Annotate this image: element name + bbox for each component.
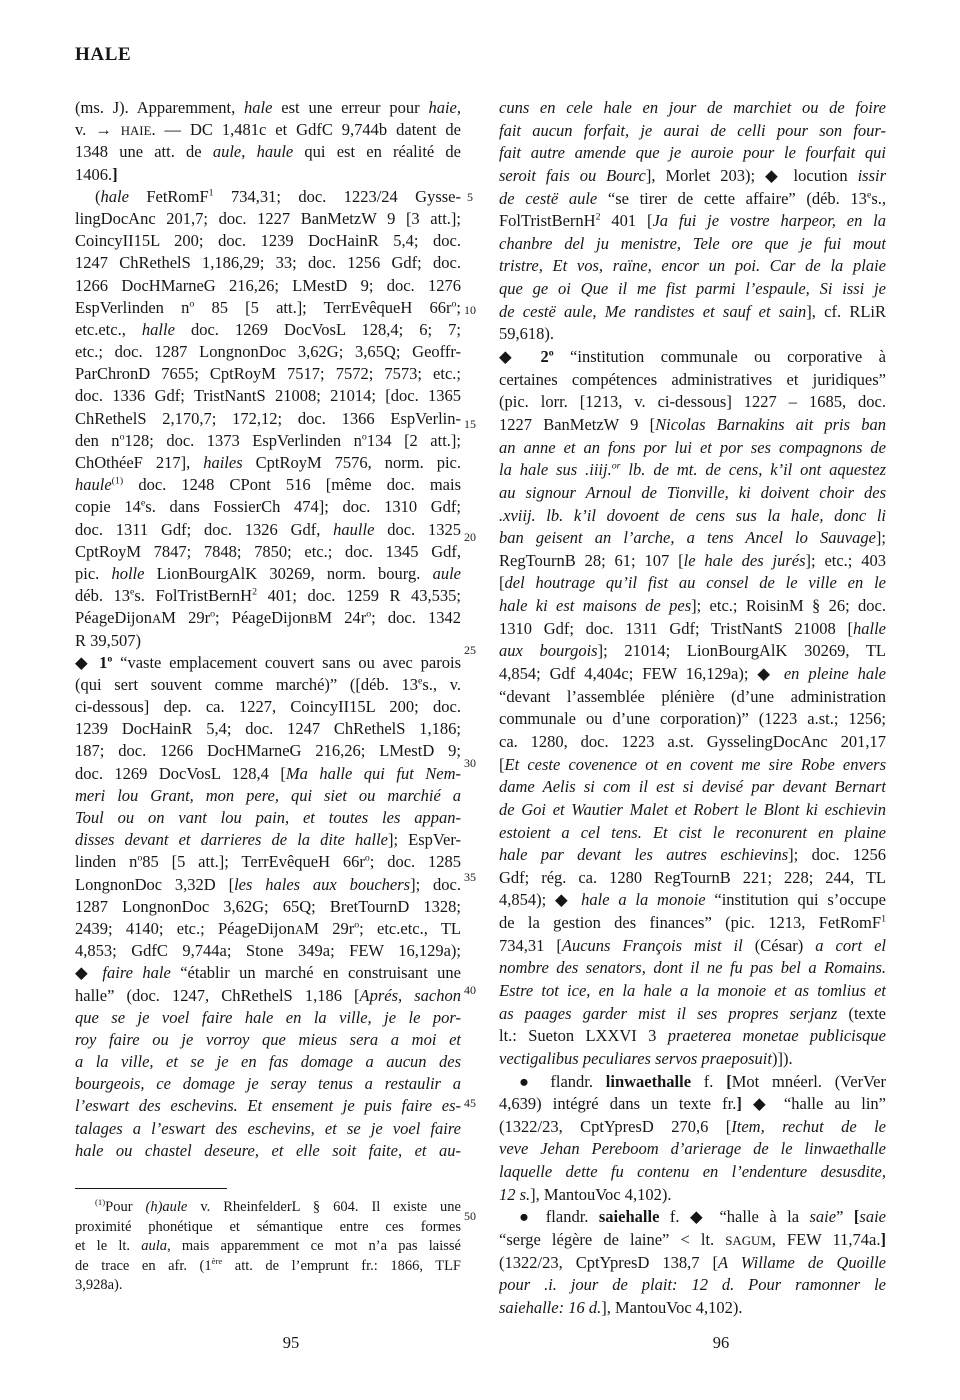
- text-line: copie 14es. dans FossierCh 474]; doc. 1310 Gdf;: [75, 497, 461, 517]
- text-line: (hale FetRomF$^1$ 734,31; doc. 1223/24 Gysse-: [95, 186, 461, 206]
- text-line: meri lou Grant, mon pere, qui siet ou marchié a: [75, 785, 461, 805]
- text-line: cuns en cele hale en jour de marchiet ou de foire: [499, 98, 886, 117]
- line-number: 35: [464, 869, 476, 884]
- text-line: disses devant et darrieres de la dite halle]; EspVer-: [75, 830, 461, 850]
- text-line: CptRoyM 7847; 7848; 7850; etc.; doc. 1345 Gdf,: [75, 541, 461, 561]
- line-number: 10: [464, 303, 476, 318]
- text-line: 4,854; Gdf 4,404c; FEW 16,129a); ◆ en pleine hale: [499, 664, 886, 684]
- text-line: laquelle dette fu contenu en l’endenture desusdite,: [499, 1162, 886, 1182]
- text-line: den $n^o128$; doc. 1373 EspVerlinden $n^o134$ [2 att.];: [75, 430, 461, 450]
- text-line: 4,639) intégré dans un texte fr.] ◆ “halle au lin”: [499, 1094, 886, 1114]
- text-line: hale par devant les autres eschievins]; doc. 1256: [499, 845, 886, 865]
- page-number-right: 96: [712, 1333, 730, 1352]
- text-line: (ms. J). Apparemment, hale est une erreur pour haie,: [75, 98, 461, 117]
- footnote: [75, 1198, 461, 1296]
- text-line: roy faire ou je vorroy que mieus sera a moi et: [75, 1029, 461, 1049]
- text-line: 187; doc. 1266 DocHMarneG 216,26; LMestD 9;: [75, 741, 461, 761]
- text-line: veve Jehan Pereboom d’arierage de le linwaethalle: [499, 1139, 886, 1159]
- text-line: ◆ 2$^o$ “institution communale ou corporative à: [499, 347, 886, 367]
- line-number: 40: [464, 982, 476, 997]
- text-line: pic. holle LionBourgAlK 30269, norm. bourg. aule: [75, 563, 461, 583]
- text-line: aux bourgois]; 21014; LionBourgAlK 30269, TL: [499, 641, 886, 661]
- text-line: (1322/23, CptYpresD 138,7 [A Willame de Quoille: [499, 1252, 886, 1272]
- line-number-gutter: [455, 0, 485, 1400]
- text-line: doc. 1269 DocVosL 128,4 [Ma halle qui fut Nem-: [75, 763, 461, 783]
- text-line: hale ki est maisons de pes]; etc.; RoisinM § 26; doc.: [499, 596, 886, 616]
- text-line: estoient a cel tens. Et cist le reconurent en plaine: [499, 822, 886, 842]
- text-line: $^{(1)}$Pour (h)aule v. RheinfelderL § 604. Il existe une: [95, 1198, 461, 1215]
- text-line: que se je voel faire hale en la ville, je le por-: [75, 1007, 461, 1027]
- text-line: 734,31 [Aucuns François mist il (César) a cort el: [499, 935, 886, 955]
- text-line: 3,928a).: [75, 1277, 123, 1294]
- text-line: lingDocAnc 201,7; doc. 1227 BanMetzW 9 [3 att.];: [75, 208, 461, 228]
- text-line: lt.: Sueton LXXVI 3 praeterea monetae publicisque: [499, 1026, 886, 1046]
- text-line: 1348 une att. de aule, haule qui est en réalité de: [75, 142, 461, 162]
- text-line: ParChronD 7655; CptRoyM 7517; 7572; 7573; etc.;: [75, 364, 461, 384]
- text-line: nombre des senators, dont il ne fu pas bel a Romains.: [499, 958, 886, 978]
- text-line: halle” (doc. 1247, ChRethelS 1,186 [Aprés, sachon: [75, 985, 461, 1005]
- text-line: etc.etc., halle doc. 1269 DocVosL 128,4; 6; 7;: [75, 319, 461, 339]
- text-line: a la ville, et se je en fas domage a aucun des: [75, 1052, 461, 1072]
- text-line: ◆ faire hale “établir un marché en construisant une: [75, 963, 461, 983]
- text-line: [del houtrage qu’il fist au consel de le ville en le: [499, 573, 886, 593]
- page-headword: HALE: [75, 44, 132, 65]
- text-line: ban geisent an l’arche, a tens Ancel lo Sauvage];: [499, 528, 886, 548]
- text-line: R 39,507): [75, 630, 141, 650]
- line-number: 45: [464, 1096, 476, 1111]
- text-line: as paages garder mist il ses propres serjanz (texte: [499, 1003, 886, 1023]
- text-line: talages a l’eswart des eschevins, et se je voel faire: [75, 1118, 461, 1138]
- text-line: saiehalle: 16 d.], MantouVoc 4,102).: [499, 1297, 743, 1317]
- text-line: haule$^{(1)}$ doc. 1248 CPont 516 [même doc. mais: [75, 475, 461, 495]
- text-line: doc. 1336 Gdf; TristNantS 21008; 21014; [doc. 1365: [75, 386, 461, 406]
- footnote-rule: [75, 1188, 227, 1189]
- text-line: ChRethelS 2,170,7; 172,12; doc. 1366 EspVerlin-: [75, 408, 461, 428]
- text-line: .xviij. lb. k’il dovoent de cens sus la hale, donc li: [499, 505, 886, 525]
- text-line: 1227 BanMetzW 9 [Nicolas Barnakins ait pris ban: [499, 414, 886, 434]
- text-line: ci-dessous] dep. ca. 1227, CoincyII15L 200; doc.: [75, 697, 461, 717]
- text-line: communale ou d’une corporation)” (1223 a.st.; 1256;: [499, 709, 886, 729]
- text-line: 1406.]: [75, 164, 118, 184]
- text-line: de cestë aule “se tirer de cette affaire” (déb. 13es.,: [499, 188, 886, 208]
- text-line: au signour Arnoul de Tionville, ki doivent choir des: [499, 482, 886, 502]
- text-line: que ge oi Que il me fist parmi l’espaule, Si issi je: [499, 279, 886, 299]
- text-line: 1239 DocHainR 5,4; doc. 1247 ChRethelS 1,186;: [75, 719, 461, 739]
- text-line: de la gestion des finances” (pic. 1213, FetRomF$^1$: [499, 913, 886, 933]
- text-line: pour .i. jour de plait: 12 d. Pour ramonner le: [499, 1275, 886, 1295]
- text-line: 2439; 4140; etc.; PéageDijonAM $29r^o$; etc.etc., TL: [75, 918, 461, 938]
- text-line: 12 s.], MantouVoc 4,102).: [499, 1184, 672, 1204]
- text-line: (1322/23, CptYpresD 270,6 [Item, rechut de le: [499, 1116, 886, 1136]
- text-line: “devant l’assemblée plénière (d’une administration: [499, 686, 886, 706]
- text-line: ChOthéeF 217], hailes CptRoyM 7576, norm. pic.: [75, 453, 461, 472]
- text-line: v. → HAIE. — DC 1,481c et GdfC 9,744b datent de: [75, 120, 461, 140]
- text-line: bourgeois, ce domage je seray tenus a restaulir a: [75, 1074, 461, 1094]
- text-line: seroit fais ou Bourc], Morlet 203); ◆ locution issir: [499, 165, 886, 185]
- text-line: fait aucun forfait, je aurai de celli pour son four-: [499, 120, 886, 140]
- text-line: 4,854); ◆ hale a la monoie “institution qui s’occupe: [499, 890, 886, 910]
- text-line: l’eswart des eschevins. Et ensement je puis faire es-: [75, 1096, 461, 1116]
- text-line: de trace en afr. (1ère att. de l’emprunt fr.: 1866, TLF: [75, 1256, 461, 1274]
- text-line: ca. 1280, doc. 1223 a.st. GysselingDocAnc 201,17: [499, 731, 886, 751]
- text-line: Gdf; rég. ca. 1280 RegTournB 221; 228; 244, TL: [499, 867, 886, 887]
- text-line: an anne et an fons por lui et por ses compagnons de: [499, 437, 886, 457]
- left-column: [75, 97, 461, 1162]
- text-line: ◆ 1$^o$ “vaste emplacement couvert sans ou avec parois: [75, 652, 461, 672]
- text-line: Estre tot ice, en la hale a la monoie et as tomlius et: [499, 980, 886, 1000]
- text-line: et le lt. aula, mais apparemment ce mot n’a pas laissé: [75, 1238, 461, 1255]
- text-line: etc.; doc. 1287 LongnonDoc 3,62G; 3,65Q; Geoffr-: [75, 342, 461, 362]
- text-line: 1287 LongnonDoc 3,62G; 65Q; BretTournD 1328;: [75, 896, 461, 916]
- text-line: certaines compétences administratives et juridiques”: [499, 369, 886, 389]
- text-line: 1247 ChRethelS 1,186,29; 33; doc. 1256 Gdf; doc.: [75, 253, 461, 273]
- text-line: EspVerlinden $n^o$ 85 [5 att.]; TerrEvêqueH $66r^o$;: [75, 297, 461, 317]
- text-line: linden $n^o85$ [5 att.]; TerrEvêqueH $66r^o$; doc. 1285: [75, 852, 461, 872]
- text-line: [Et ceste covenence ot en covent me sire Robe envers: [499, 754, 886, 774]
- line-number: 15: [464, 416, 476, 431]
- text-line: dame Aelis si com il est si devisé par devant Bernart: [499, 777, 886, 797]
- text-line: 59,618).: [499, 324, 554, 344]
- text-line: RegTournB 28; 61; 107 [le hale des jurés]; etc.; 403: [499, 550, 886, 570]
- text-line: hale ou chastel deseure, et elle soit faite, et au-: [75, 1140, 461, 1160]
- text-line: 1266 DocHMarneG 216,26; LMestD 9; doc. 1276: [75, 275, 461, 295]
- page-number-left: 95: [282, 1333, 300, 1352]
- text-line: proximité phonétique et sémantique entre ces formes: [75, 1218, 461, 1235]
- text-line: doc. 1311 Gdf; doc. 1326 Gdf, haulle doc. 1325: [75, 519, 461, 539]
- line-number: 50: [464, 1209, 476, 1224]
- text-line: chanbre del ju menistre, Tele ore que je fui mout: [499, 233, 886, 253]
- text-line: (pic. lorr. [1213, v. ci-dessous] 1227 – 1685, doc.: [499, 392, 886, 412]
- text-line: “serge légère de laine” < lt. SAGUM, FEW 11,74a.]: [499, 1230, 886, 1250]
- text-line: ● flandr. linwaethalle f. [Mot mnéerl. (VerVer: [519, 1071, 886, 1091]
- text-line: tristre, Et vos, raïne, encor un poi. Car de la plaie: [499, 256, 886, 276]
- text-line: FolTristBernH$^2$ 401 [Ja fui je vostre harpeor, en la: [499, 211, 886, 231]
- text-line: de Goi et Wautier Malet et Robert le Blont ki eschievin: [499, 799, 886, 819]
- text-line: de cestë aule, Me randistes et sauf et sain], cf. RLiR: [499, 301, 886, 321]
- text-line: (qui sert souvent comme marché)” ([déb. 13es., v.: [75, 674, 461, 694]
- text-line: 4,853; GdfC 9,744a; Stone 349a; FEW 16,129a);: [75, 941, 461, 961]
- text-line: 1310 Gdf; doc. 1311 Gdf; TristNantS 21008 [halle: [499, 618, 886, 638]
- text-line: déb. 13es. FolTristBernH$^2$ 401; doc. 1259 R 43,535;: [75, 586, 461, 606]
- line-number: 20: [464, 529, 476, 544]
- text-line: PéageDijonAM $29r^o$; PéageDijonBM $24r^o$; doc. 1342: [75, 608, 461, 628]
- text-line: CoincyII15L 200; doc. 1239 DocHainR 5,4; doc.: [75, 231, 461, 251]
- text-line: fait autre amende que je auroie pour le fourfait qui: [499, 143, 886, 163]
- text-line: la hale sus .iiij.$^{or}$ lb. de mt. de cens, k’il ont aquestez: [499, 460, 886, 480]
- line-number: 30: [464, 756, 476, 771]
- text-line: LongnonDoc 3,32D [les hales aux bouchers]; doc.: [75, 874, 461, 894]
- text-line: vectigalibus peculiares servos praeposuit)]).: [499, 1048, 793, 1068]
- text-line: Toul ou on vant lou pain, et toutes les appan-: [75, 808, 461, 827]
- text-line: ● flandr. saiehalle f. ◆ “halle à la saie” [saie: [519, 1207, 886, 1227]
- right-column: [499, 97, 886, 1320]
- line-number: 5: [467, 190, 473, 205]
- line-number: 25: [464, 643, 476, 658]
